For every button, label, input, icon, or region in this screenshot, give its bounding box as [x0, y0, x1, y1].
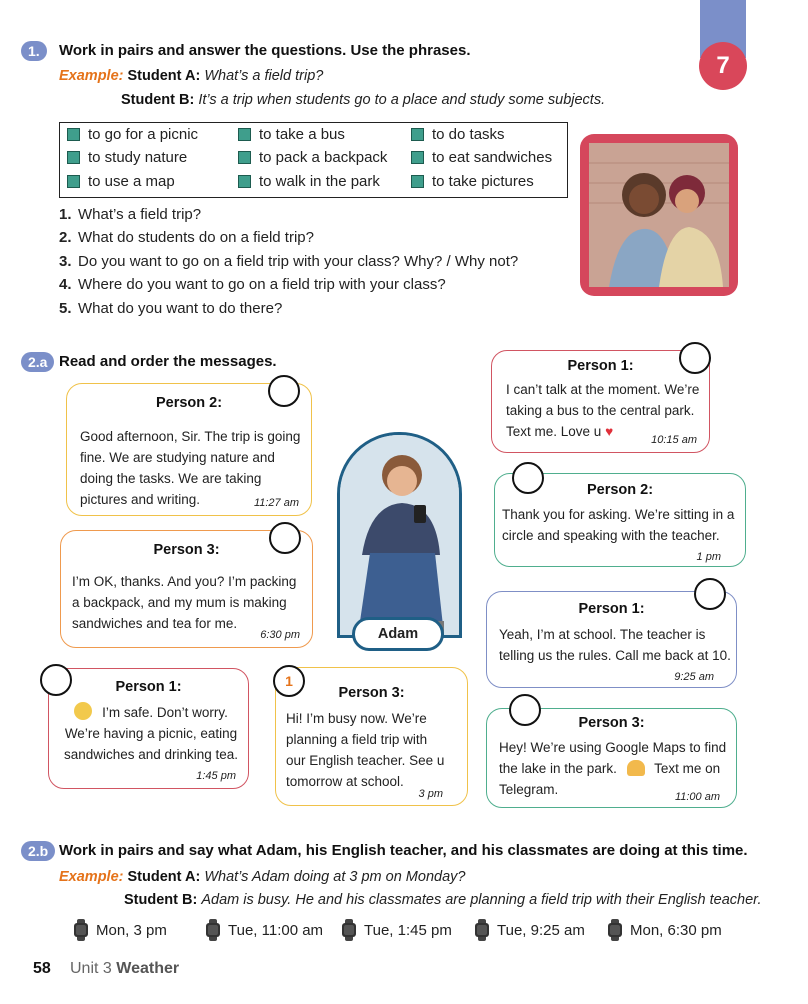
message-sender: Person 3:	[578, 715, 645, 731]
message-text: Hey! We’re using Google Maps to find the lake in the park. Text me on Telegram.	[499, 740, 727, 797]
phrase-item: to study nature	[67, 149, 187, 166]
message-time: 11:27 am	[253, 497, 299, 509]
bullet-square-icon	[67, 175, 80, 188]
message-text: I’m OK, thanks. And you? I’m packing a backpack, and my mum is making sandwiches and tea for me.	[72, 574, 297, 631]
question-item: 4. Where do you want to go on a field trip with your class?	[59, 276, 446, 293]
student-b-text: It’s a trip when students go to a place and study some subjects.	[198, 92, 606, 108]
message-time: 1:45 pm	[196, 770, 236, 782]
message-text: Thank you for asking. We’re sitting in a circle and speaking with the teacher.	[502, 507, 735, 543]
student-a-text: What’s Adam doing at 3 pm on Monday?	[204, 869, 466, 885]
question-item: 1. What’s a field trip?	[59, 206, 202, 223]
order-circle[interactable]	[694, 578, 726, 610]
watch-icon	[341, 919, 357, 941]
exercise-1-example-b	[121, 92, 605, 108]
girls-illustration-icon	[589, 143, 729, 287]
message-sender: Person 3:	[153, 542, 220, 558]
bullet-square-icon	[238, 128, 251, 141]
bullet-square-icon	[411, 175, 424, 188]
student-b-label: Student B:	[121, 92, 195, 108]
phrase-item: to use a map	[67, 173, 175, 190]
order-circle[interactable]	[679, 342, 711, 374]
message-time: 3 pm	[418, 788, 443, 800]
student-a-label: Student A:	[127, 869, 201, 885]
exercise-2a-title: Read and order the messages.	[59, 353, 277, 370]
bullet-square-icon	[238, 151, 251, 164]
bullet-square-icon	[411, 151, 424, 164]
time-slot: Tue, 11:00 am	[205, 919, 323, 941]
adam-label: Adam	[352, 617, 444, 651]
message-time: 10:15 am	[651, 434, 697, 446]
watch-icon	[205, 919, 221, 941]
watch-icon	[73, 919, 89, 941]
phrase-item: to eat sandwiches	[411, 149, 552, 166]
exercise-2b-title: Work in pairs and say what Adam, his English teacher, and his classmates are doing at this time.	[59, 842, 748, 859]
message-time: 11:00 am	[674, 791, 720, 803]
question-item: 3. Do you want to go on a field trip with your class? Why? / Why not?	[59, 253, 519, 270]
photo-girls-frame	[580, 134, 738, 296]
message-sender: Person 1:	[567, 358, 634, 374]
heart-emoji-icon: ♥	[605, 424, 614, 439]
message-bubble	[48, 668, 249, 789]
message-sender: Person 1:	[578, 601, 645, 617]
phrase-box	[59, 122, 568, 198]
message-sender: Person 2:	[586, 482, 654, 498]
unit-badge: 7	[699, 42, 747, 90]
order-circle[interactable]	[268, 375, 300, 407]
question-item: 5. What do you want to do there?	[59, 300, 283, 317]
police-officer-emoji-icon	[74, 702, 92, 720]
time-slot: Tue, 1:45 pm	[341, 919, 452, 941]
student-a-label: Student A:	[127, 68, 201, 84]
order-circle[interactable]	[509, 694, 541, 726]
message-bubble	[491, 350, 710, 453]
phrase-item: to go for a picnic	[67, 126, 198, 143]
adam-photo	[337, 432, 462, 638]
order-circle[interactable]	[512, 462, 544, 494]
exercise-2a-number: 2.a	[21, 352, 54, 372]
message-sender: Person 1:	[115, 679, 182, 695]
exercise-2b-example-b	[124, 892, 761, 908]
phrase-item: to do tasks	[411, 126, 505, 143]
order-circle[interactable]	[269, 522, 301, 554]
order-circle-filled[interactable]: 1	[273, 665, 305, 697]
phrase-item: to take pictures	[411, 173, 534, 190]
folded-hands-emoji-icon	[627, 760, 645, 776]
boy-with-phone-illustration-icon	[340, 435, 459, 635]
phrase-item: to pack a backpack	[238, 149, 387, 166]
message-time: 9:25 am	[674, 671, 714, 683]
message-text: I’m safe. Don’t worry. We’re having a picnic, eating sandwiches and drinking tea.	[62, 702, 240, 765]
message-sender: Person 3:	[338, 685, 405, 701]
message-sender: Person 2:	[155, 395, 223, 411]
student-b-text: Adam is busy. He and his classmates are planning a field trip with their English teacher.	[201, 892, 762, 908]
unit-title: Unit 3 Weather	[70, 960, 180, 977]
example-label: Example:	[59, 68, 124, 84]
message-text: I can’t talk at the moment. We’re taking a bus to the central park. Text me. Love u ♥	[506, 382, 700, 439]
message-text: Hi! I’m busy now. We’re planning a field trip with our English teacher. See u tomorrow at school.	[286, 711, 445, 789]
watch-icon	[474, 919, 490, 941]
message-time: 6:30 pm	[260, 629, 300, 641]
phrase-item: to take a bus	[238, 126, 345, 143]
example-label: Example:	[59, 869, 124, 885]
photo-girls	[589, 143, 729, 287]
exercise-1-example-a	[59, 68, 323, 84]
phrase-item: to walk in the park	[238, 173, 380, 190]
message-text: Yeah, I’m at school. The teacher is telling us the rules. Call me back at 10.	[499, 627, 731, 663]
watch-icon	[607, 919, 623, 941]
bullet-square-icon	[411, 128, 424, 141]
message-time: 1 pm	[696, 551, 721, 563]
student-b-label: Student B:	[124, 892, 198, 908]
message-bubble	[275, 667, 468, 806]
time-slot: Mon, 6:30 pm	[607, 919, 722, 941]
student-a-text: What’s a field trip?	[204, 68, 324, 84]
page-number: 58	[33, 960, 51, 977]
exercise-2b-number: 2.b	[21, 841, 55, 861]
order-circle[interactable]	[40, 664, 72, 696]
question-item: 2. What do students do on a field trip?	[59, 229, 314, 246]
bullet-square-icon	[67, 151, 80, 164]
exercise-1-title: Work in pairs and answer the questions. Use the phrases.	[59, 42, 471, 59]
bullet-square-icon	[238, 175, 251, 188]
bullet-square-icon	[67, 128, 80, 141]
time-slot: Mon, 3 pm	[73, 919, 167, 941]
message-text: Good afternoon, Sir. The trip is going fine. We are studying nature and doing the tasks. We are taking pictures and writing.	[80, 429, 301, 507]
exercise-1-number: 1.	[21, 41, 47, 61]
time-slot: Tue, 9:25 am	[474, 919, 585, 941]
exercise-2b-example-a	[59, 869, 465, 885]
